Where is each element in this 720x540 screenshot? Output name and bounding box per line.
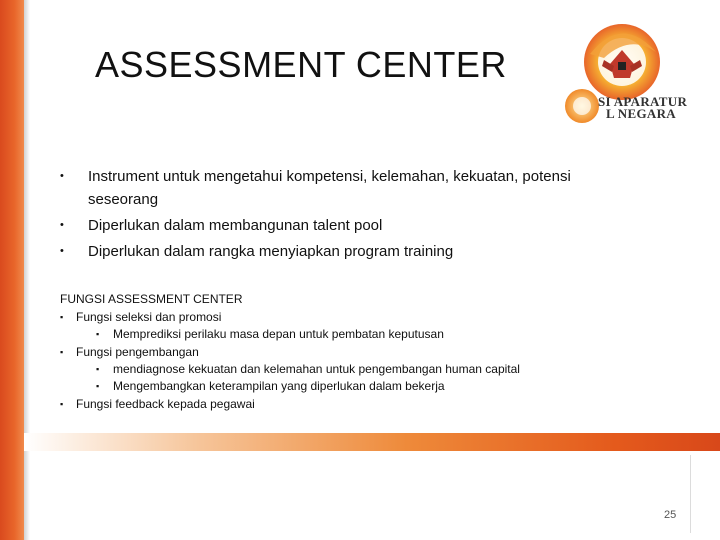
decorative-gradient-stripe	[24, 433, 720, 451]
main-point-text: Diperlukan dalam rangka menyiapkan program training	[88, 243, 454, 260]
fungsi-subitem	[60, 326, 680, 343]
bullet-icon: ▪	[96, 381, 100, 391]
fungsi-subitem-text: Mengembangkan keterampilan yang diperlukan dalam bekerja	[113, 379, 445, 393]
main-bullet-list	[60, 165, 620, 266]
organization-logo	[560, 14, 700, 134]
bullet-icon: ▪	[60, 399, 64, 409]
left-accent-bar	[0, 0, 24, 540]
fungsi-subitem	[60, 378, 680, 395]
fungsi-item	[60, 343, 680, 361]
fungsi-section	[60, 290, 680, 413]
fungsi-subitem-text: Memprediksi perilaku masa depan untuk pembatan keputusan	[113, 327, 444, 341]
main-point-text: Instrument untuk mengetahui kompetensi, kelemahan, kekuatan, potensi seseorang	[88, 168, 571, 208]
bullet-icon: ▪	[96, 364, 100, 374]
fungsi-item-label: Fungsi seleksi dan promosi	[76, 310, 222, 324]
list-item	[60, 165, 620, 211]
fungsi-item	[60, 395, 680, 413]
logo-text-line2: L NEGARA	[606, 106, 676, 121]
logo-text-line1: SI APARATUR	[598, 94, 688, 109]
list-item	[60, 240, 620, 263]
bullet-icon: •	[60, 245, 64, 257]
fungsi-item-label: Fungsi pengembangan	[76, 345, 199, 359]
fungsi-heading: FUNGSI ASSESSMENT CENTER	[60, 292, 243, 306]
bullet-icon: ▪	[60, 312, 64, 322]
footer-frame	[30, 455, 691, 533]
fungsi-subitem-text: mendiagnose kekuatan dan kelemahan untuk pengembangan human capital	[113, 362, 520, 376]
fungsi-item-label: Fungsi feedback kepada pegawai	[76, 397, 255, 411]
bullet-icon: •	[60, 170, 64, 182]
page-number: 25	[664, 509, 677, 521]
fungsi-item	[60, 308, 680, 326]
slide-title: ASSESSMENT CENTER	[95, 44, 507, 85]
main-point-text: Diperlukan dalam membangunan talent pool	[88, 217, 383, 234]
bullet-icon: ▪	[96, 329, 100, 339]
fungsi-subitem	[60, 361, 680, 378]
bullet-icon: •	[60, 219, 64, 231]
list-item	[60, 214, 620, 237]
bullet-icon: ▪	[60, 347, 64, 357]
